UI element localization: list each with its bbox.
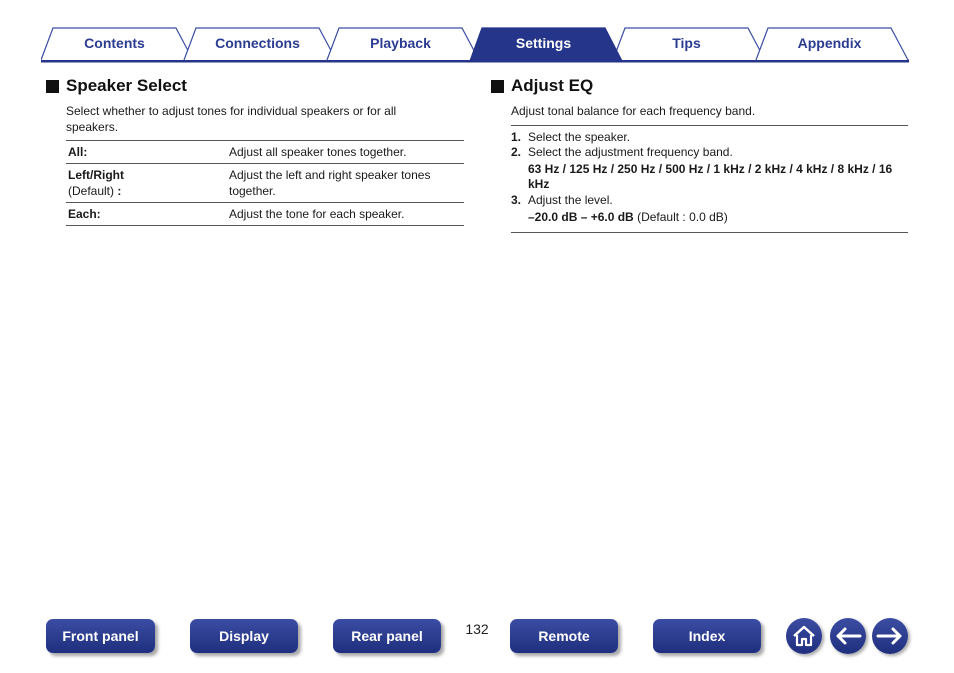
- tab-tips[interactable]: Tips: [672, 35, 701, 51]
- forward-button[interactable]: [872, 618, 908, 654]
- back-button[interactable]: [830, 618, 866, 654]
- step-number: 2.: [511, 145, 522, 159]
- table-row: [66, 164, 464, 203]
- page-number: 132: [465, 621, 489, 637]
- adjust-eq-intro: Adjust tonal balance for each frequency band.: [511, 104, 756, 118]
- remote-button[interactable]: Remote: [510, 619, 618, 653]
- option-value: Adjust all speaker tones together.: [227, 141, 464, 164]
- arrow-left-icon: [834, 626, 862, 646]
- option-value: Adjust the tone for each speaker.: [227, 203, 464, 226]
- option-key-suffix: :: [114, 184, 122, 198]
- index-button[interactable]: Index: [653, 619, 761, 653]
- tab-bar: [41, 27, 909, 63]
- option-key-note: (Default): [68, 184, 115, 198]
- option-key: [66, 164, 227, 203]
- rear-panel-button[interactable]: Rear panel: [333, 619, 441, 653]
- option-value: Adjust the left and right speaker tones together.: [227, 164, 464, 203]
- frequency-bands: [511, 162, 908, 192]
- adjust-eq-heading: [491, 76, 593, 96]
- step-number: 3.: [511, 193, 522, 207]
- step-number: 1.: [511, 130, 522, 144]
- home-button[interactable]: [786, 618, 822, 654]
- tab-connections[interactable]: Connections: [215, 35, 300, 51]
- square-bullet-icon: [46, 80, 59, 93]
- option-key: All:: [66, 141, 227, 164]
- step-text: Select the adjustment frequency band.: [528, 145, 733, 159]
- tab-settings[interactable]: Settings: [515, 35, 572, 51]
- adjust-eq-title: Adjust EQ: [511, 76, 594, 95]
- speaker-select-heading: [46, 76, 187, 96]
- tab-appendix[interactable]: Appendix: [797, 35, 862, 51]
- display-button[interactable]: Display: [190, 619, 298, 653]
- table-row: [66, 141, 464, 164]
- level-range: [511, 210, 908, 225]
- speaker-select-title: Speaker Select: [66, 76, 187, 95]
- adjust-eq-steps: [511, 125, 908, 233]
- option-key-label: Left/Right: [68, 168, 124, 182]
- list-item: [511, 145, 908, 160]
- tab-playback[interactable]: Playback: [370, 35, 431, 51]
- front-panel-button[interactable]: Front panel: [46, 619, 155, 653]
- frequency-band-list: 63 Hz / 125 Hz / 250 Hz / 500 Hz / 1 kHz / 2 kHz / 4 kHz / 8 kHz / 16 kHz: [528, 162, 893, 191]
- level-range-values: –20.0 dB – +6.0 dB: [528, 210, 634, 224]
- speaker-select-table: [66, 140, 464, 226]
- option-key: Each:: [66, 203, 227, 226]
- tab-contents[interactable]: Contents: [84, 35, 145, 51]
- step-text: Adjust the level.: [528, 193, 613, 207]
- arrow-right-icon: [876, 626, 904, 646]
- level-default: (Default : 0.0 dB): [633, 210, 728, 224]
- list-item: [511, 193, 908, 208]
- square-bullet-icon: [491, 80, 504, 93]
- speaker-select-intro: Select whether to adjust tones for individual speakers or for all speakers.: [66, 104, 397, 134]
- home-icon: [791, 623, 817, 649]
- table-row: [66, 203, 464, 226]
- list-item: [511, 130, 908, 145]
- step-text: Select the speaker.: [528, 130, 631, 144]
